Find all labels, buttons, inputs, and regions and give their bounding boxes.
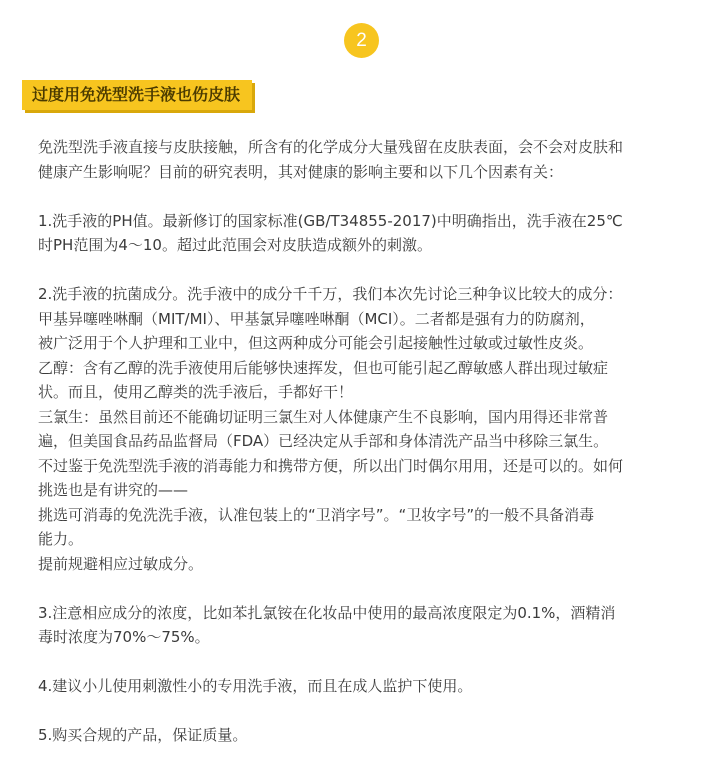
paragraph-line: 1.洗手液的PH值。最新修订的国家标准(GB/T34855-2017)中明确指出，洗手液在25℃	[38, 211, 623, 230]
paragraph-line: 乙醇：含有乙醇的洗手液使用后能够快速挥发，但也可能引起乙醇敏感人群出现过敏症	[38, 358, 609, 377]
article-body	[38, 135, 698, 748]
paragraph-line: 甲基异噻唑啉酮（MIT/MI）、甲基氯异噻唑啉酮（MCI）。二者都是强有力的防腐剂，	[38, 309, 595, 328]
paragraph-line: 被广泛用于个人护理和工业中，但这两种成分可能会引起接触性过敏或过敏性皮炎。	[38, 334, 594, 352]
section-title: 过度用免洗型洗手液也伤皮肤	[22, 80, 252, 110]
paragraph-line: 挑选可消毒的免洗洗手液，认准包装上的“卫消字号”。“卫妆字号”的一般不具备消毒	[38, 505, 595, 524]
paragraph-line: 遍，但美国食品药品监督局（FDA）已经决定从手部和身体清洗产品当中移除三氯生。	[38, 432, 609, 450]
paragraph-line: 4.建议小儿使用刺激性小的专用洗手液，而且在成人监护下使用。	[38, 677, 473, 695]
paragraph-line: 挑选也是有讲究的——	[38, 481, 189, 499]
paragraph-line: 免洗型洗手液直接与皮肤接触，所含有的化学成分大量残留在皮肤表面，会不会对皮肤和	[38, 138, 624, 156]
blank-line	[38, 184, 698, 209]
paragraph-line: 时PH范围为4～10。超过此范围会对皮肤造成额外的刺激。	[38, 236, 432, 254]
paragraph-line: 三氯生：虽然目前还不能确切证明三氯生对人体健康产生不良影响，国内用得还非常普	[38, 407, 609, 426]
paragraph-line: 3.注意相应成分的浓度，比如苯扎氯铵在化妆品中使用的最高浓度限定为0.1%，酒精消	[38, 603, 616, 622]
paragraph-line: 不过鉴于免洗型洗手液的消毒能力和携带方便，所以出门时偶尔用用，还是可以的。如何	[38, 456, 624, 475]
paragraph-line: 提前规避相应过敏成分。	[38, 554, 204, 573]
blank-line	[38, 576, 698, 601]
section-number-badge: 2	[344, 23, 379, 58]
paragraph-line: 健康产生影响呢？目前的研究表明，其对健康的影响主要和以下几个因素有关：	[38, 162, 564, 181]
blank-line	[38, 258, 698, 283]
paragraph-line: 2.洗手液的抗菌成分。洗手液中的成分千千万，我们本次先讨论三种争议比较大的成分：	[38, 285, 623, 303]
blank-line	[38, 650, 698, 675]
blank-line	[38, 699, 698, 724]
paragraph-line: 毒时浓度为70%～75%。	[38, 628, 210, 646]
paragraph-line: 状。而且，使用乙醇类的洗手液后，手都好干！	[38, 383, 354, 401]
paragraph-line: 5.购买合规的产品，保证质量。	[38, 726, 248, 744]
paragraph-line: 能力。	[38, 530, 84, 548]
